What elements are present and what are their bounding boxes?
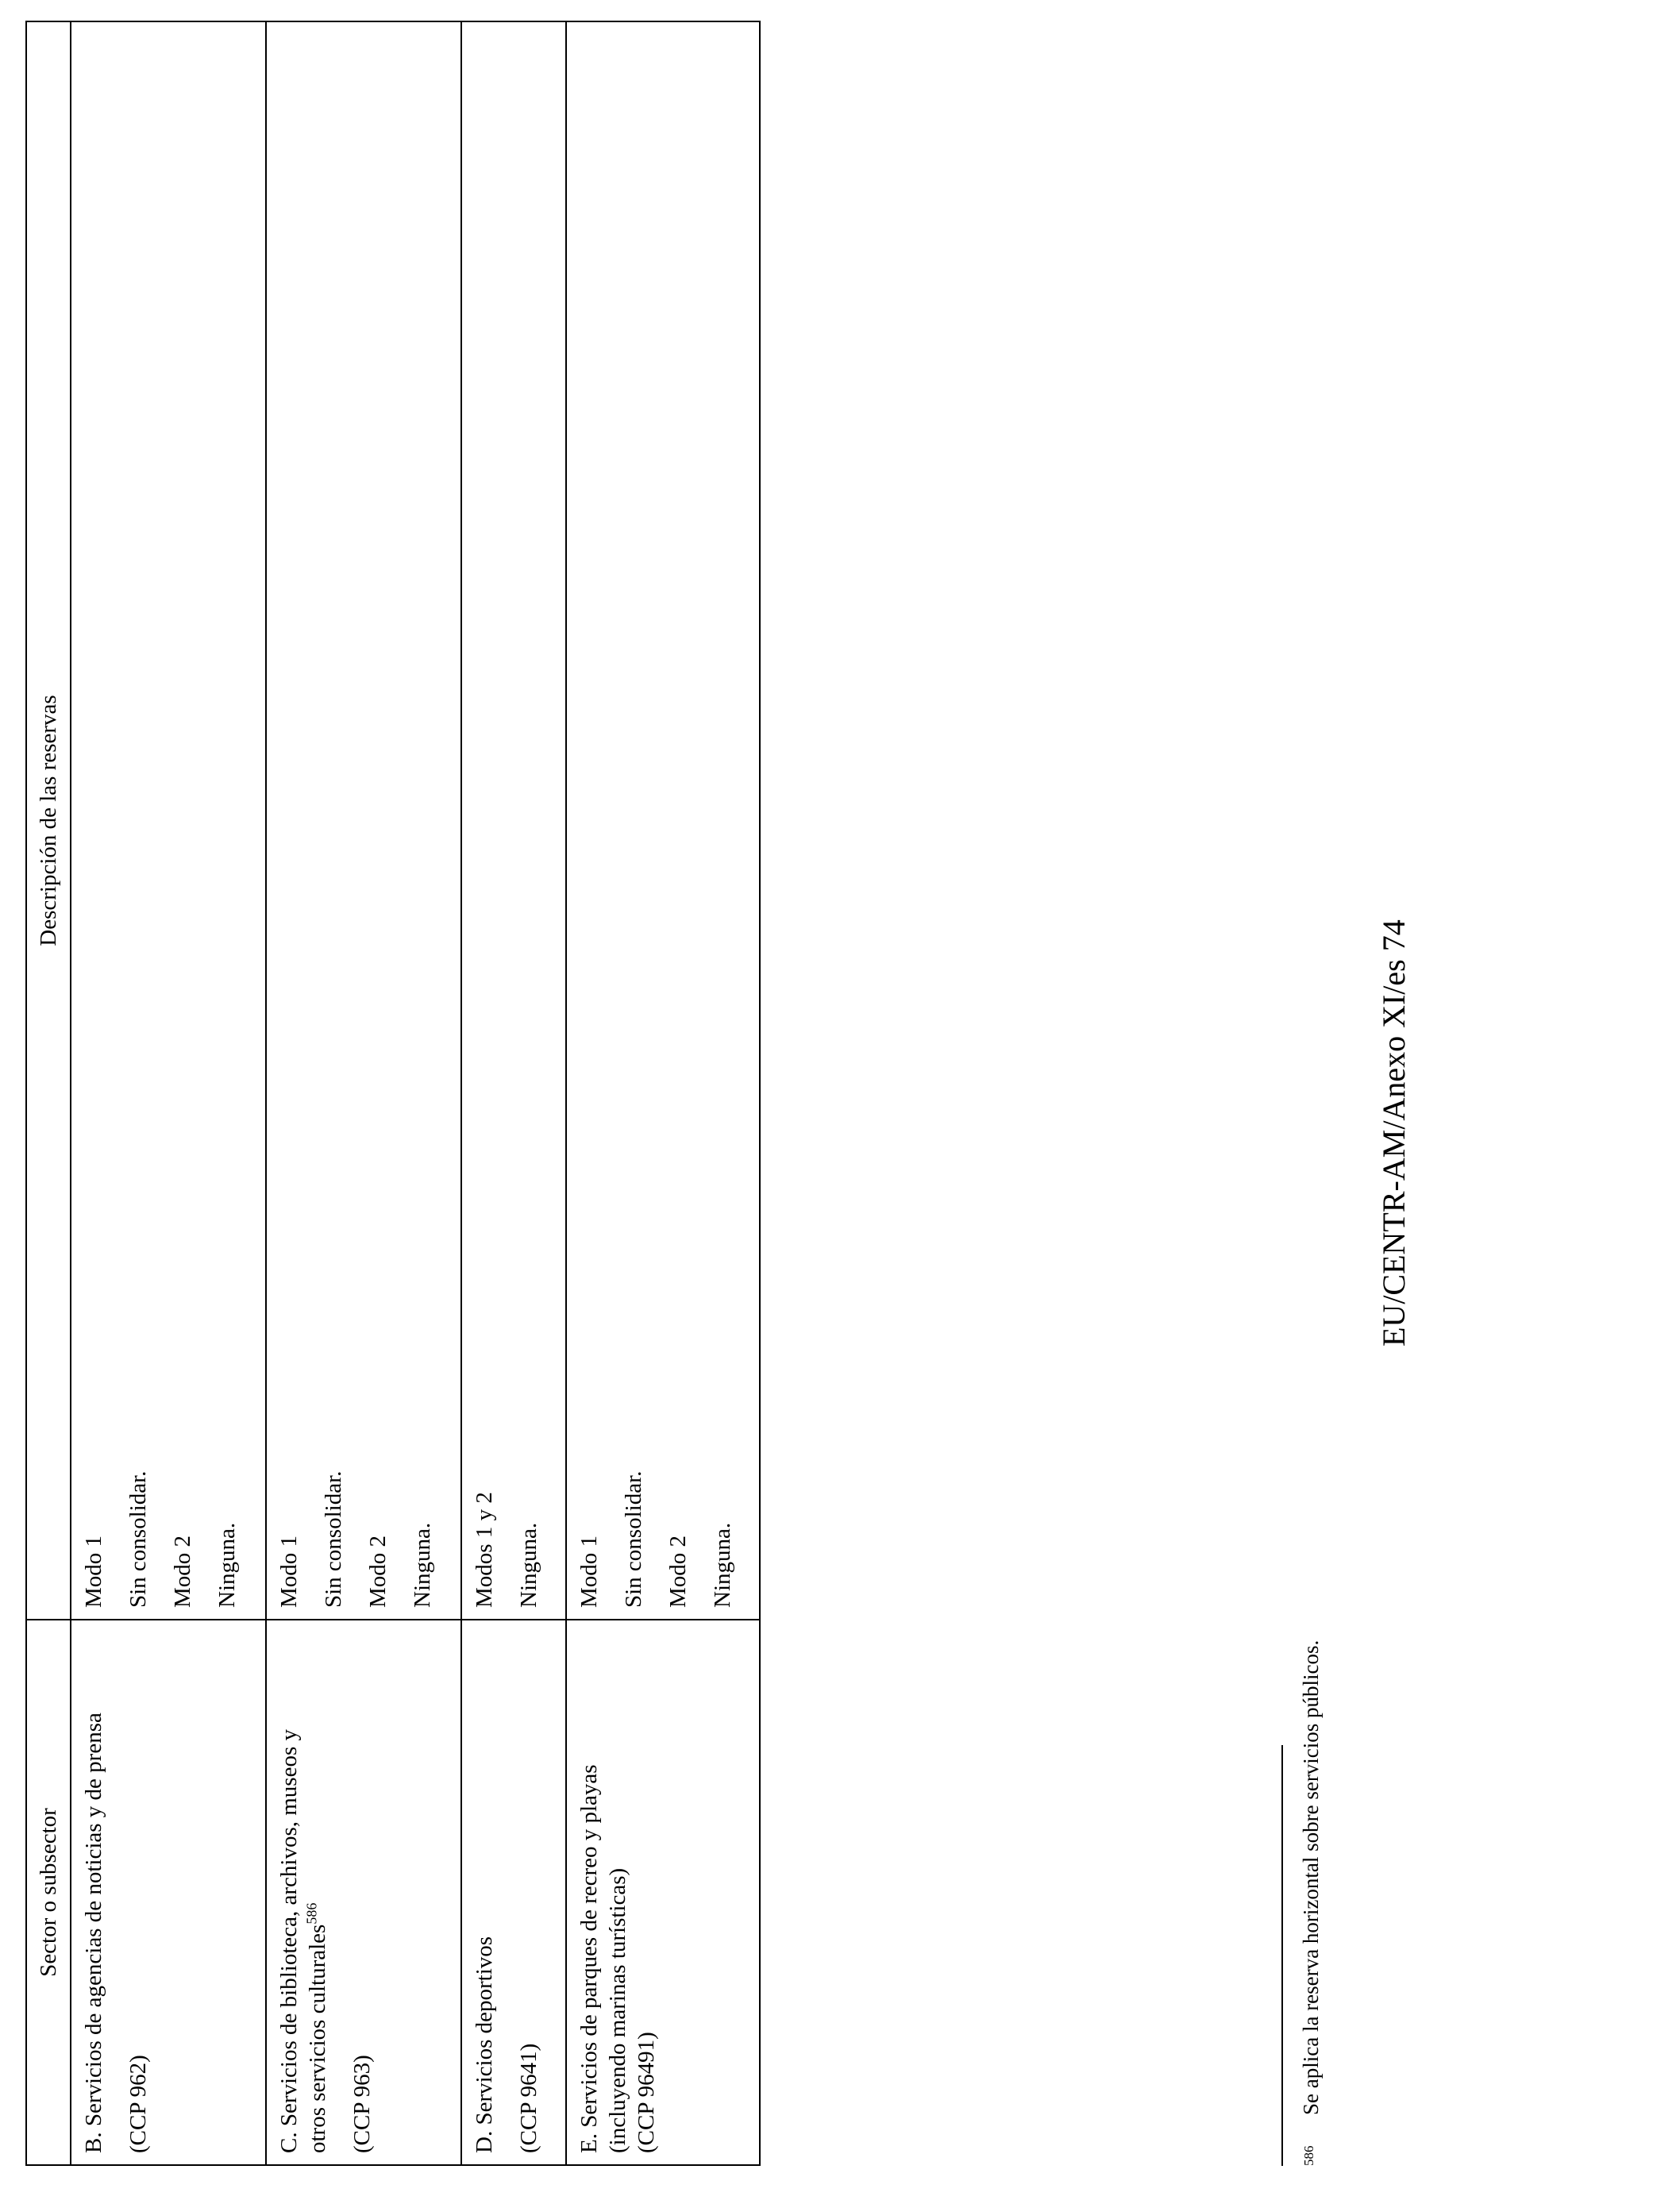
header-sector: Sector o subsector [26, 1620, 71, 2165]
footnote-ref: 586 [303, 1902, 320, 1925]
mode-label: Modo 2 [365, 1535, 391, 1608]
sector-cell [461, 1620, 566, 2165]
description-cell [71, 21, 266, 1620]
sector-name-continued: (incluyendo marinas turísticas) [605, 1867, 630, 2153]
sector-cell [566, 1620, 760, 2165]
reservation-text: Ninguna. [410, 1522, 435, 1608]
reservation-text: Ninguna. [710, 1522, 735, 1608]
description-cell [461, 21, 566, 1620]
page-footer-reference: EU/CENTR-AM/Anexo XI/es 74 [1376, 919, 1412, 1347]
sector-code: (CCP 963) [349, 2055, 375, 2153]
mode-label: Modo 1 [576, 1535, 602, 1608]
description-cell [266, 21, 461, 1620]
mode-label: Modo 1 [81, 1535, 106, 1608]
mode-label: Modo 1 [276, 1535, 302, 1608]
reservation-text: Ninguna. [214, 1522, 240, 1608]
sector-code: (CCP 96491) [634, 2032, 659, 2153]
footnote-number: 586 [1301, 2145, 1316, 2166]
footnote-text: Se aplica la reserva horizontal sobre servicios públicos. [1299, 1640, 1323, 2115]
sector-code: (CCP 9641) [516, 2043, 541, 2153]
sector-cell [71, 1620, 266, 2165]
reservation-text: Sin consolidar. [125, 1470, 151, 1608]
header-description: Descripción de las reservas [26, 21, 71, 1620]
table-row [566, 21, 760, 2165]
footnote [1297, 1640, 1324, 2166]
reserves-table [25, 21, 761, 2166]
description-cell [566, 21, 760, 1620]
sector-name: B. Servicios de agencias de noticias y de prensa [81, 1713, 106, 2153]
sector-name-text: otros servicios culturales [305, 1924, 330, 2153]
footnote-divider [1281, 1745, 1283, 2166]
sector-cell [266, 1620, 461, 2165]
reservation-text: Sin consolidar. [621, 1470, 646, 1608]
sector-name-continued [303, 1632, 332, 2153]
sector-name: D. Servicios deportivos [472, 1936, 497, 2153]
mode-label: Modo 2 [170, 1535, 195, 1608]
table-row [266, 21, 461, 2165]
sector-name: E. Servicios de parques de recreo y playas [576, 1764, 602, 2153]
mode-label: Modos 1 y 2 [472, 1492, 497, 1608]
reservation-text: Sin consolidar. [321, 1470, 346, 1608]
reservation-text: Ninguna. [516, 1522, 541, 1608]
table-row [461, 21, 566, 2165]
table-row [71, 21, 266, 2165]
table-header-row [26, 21, 71, 2165]
mode-label: Modo 2 [665, 1535, 691, 1608]
sector-name: C. Servicios de biblioteca, archivos, museos y [276, 1729, 302, 2153]
sector-code: (CCP 962) [125, 2055, 151, 2153]
